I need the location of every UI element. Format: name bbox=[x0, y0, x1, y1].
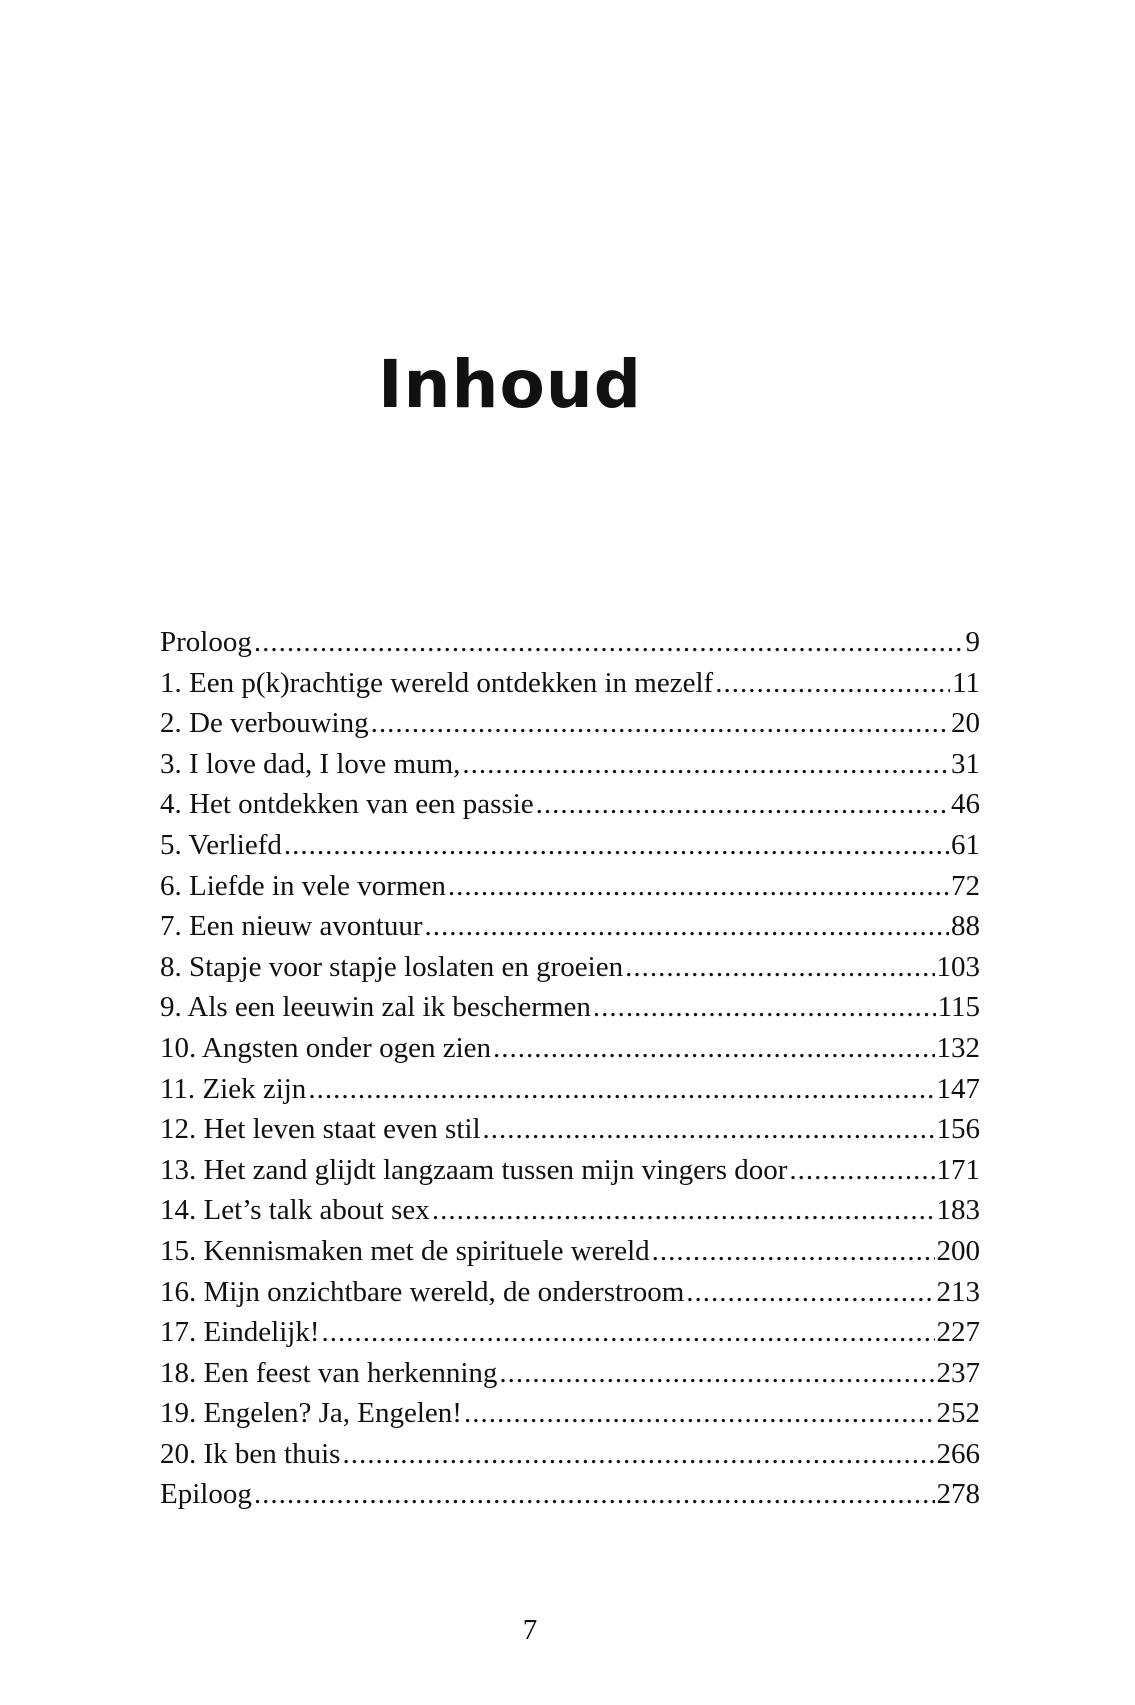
toc-entry-title: 9. Als een leeuwin zal ik beschermen bbox=[160, 991, 591, 1024]
toc-entry-page-number: 46 bbox=[951, 788, 980, 821]
toc-entry-page-number: 266 bbox=[936, 1437, 980, 1470]
dot-leader bbox=[448, 866, 949, 907]
toc-entry bbox=[160, 1312, 980, 1353]
toc-entry bbox=[160, 663, 980, 704]
dot-leader bbox=[499, 1353, 934, 1394]
toc-entry-title: 18. Een feest van herkenning bbox=[160, 1356, 498, 1389]
toc-entry-page-number: 11 bbox=[952, 666, 980, 699]
dot-leader bbox=[254, 1474, 935, 1515]
toc-entry-title: 4. Het ontdekken van een passie bbox=[160, 788, 534, 821]
toc-entry-title: 15. Kennismaken met de spirituele wereld bbox=[160, 1234, 650, 1267]
toc-entry bbox=[160, 784, 980, 825]
toc-entry-page-number: 88 bbox=[951, 910, 980, 943]
toc-entry-title: 3. I love dad, I love mum, bbox=[160, 747, 461, 780]
dot-leader bbox=[715, 663, 950, 704]
dot-leader bbox=[789, 1150, 934, 1191]
toc-entry-title: 1. Een p(k)rachtige wereld ontdekken in mezelf bbox=[160, 666, 714, 699]
toc-entry-title: 10. Angsten onder ogen zien bbox=[160, 1031, 492, 1064]
toc-entry-title: 16. Mijn onzichtbare wereld, de onderstroom bbox=[160, 1275, 685, 1308]
toc-entry-title: 12. Het leven staat even stil bbox=[160, 1113, 481, 1146]
toc-entry-title: 8. Stapje voor stapje loslaten en groeien bbox=[160, 950, 624, 983]
toc-entry-page-number: 252 bbox=[936, 1397, 980, 1430]
toc-entry-page-number: 237 bbox=[936, 1356, 980, 1389]
toc-entry-page-number: 183 bbox=[936, 1194, 980, 1227]
toc-entry bbox=[160, 1231, 980, 1272]
table-of-contents bbox=[160, 622, 980, 1515]
toc-entry-page-number: 227 bbox=[936, 1316, 980, 1349]
toc-entry-page-number: 20 bbox=[951, 707, 980, 740]
toc-entry-page-number: 9 bbox=[965, 626, 980, 658]
toc-entry-page-number: 61 bbox=[951, 828, 980, 861]
dot-leader bbox=[462, 744, 949, 785]
toc-entry-title: 2. De verbouwing bbox=[160, 707, 369, 740]
toc-entry-title: 11. Ziek zijn bbox=[160, 1072, 307, 1105]
toc-entry-title: 19. Engelen? Ja, Engelen! bbox=[160, 1397, 462, 1430]
dot-leader bbox=[321, 1312, 934, 1353]
toc-entry-title: Epiloog bbox=[160, 1478, 252, 1511]
toc-entry-page-number: 156 bbox=[936, 1113, 980, 1146]
toc-entry-page-number: 72 bbox=[951, 869, 980, 902]
toc-entry bbox=[160, 1028, 980, 1069]
dot-leader bbox=[652, 1231, 935, 1272]
toc-entry-title: 17. Eindelijk! bbox=[160, 1316, 320, 1349]
dot-leader bbox=[483, 1109, 935, 1150]
toc-entry bbox=[160, 906, 980, 947]
dot-leader bbox=[284, 825, 949, 866]
toc-entry bbox=[160, 1069, 980, 1110]
toc-entry-page-number: 115 bbox=[937, 991, 980, 1024]
dot-leader bbox=[432, 1190, 935, 1231]
dot-leader bbox=[342, 1434, 934, 1475]
dot-leader bbox=[254, 622, 964, 663]
toc-entry-page-number: 200 bbox=[936, 1234, 980, 1267]
toc-entry bbox=[160, 1353, 980, 1394]
toc-entry-title: 20. Ik ben thuis bbox=[160, 1437, 341, 1470]
dot-leader bbox=[464, 1393, 935, 1434]
toc-entry-title: 7. Een nieuw avontuur bbox=[160, 910, 423, 943]
toc-entry-title: 5. Verliefd bbox=[160, 828, 282, 861]
toc-entry-title: Proloog bbox=[160, 626, 252, 658]
toc-entry bbox=[160, 987, 980, 1028]
toc-entry bbox=[160, 1474, 980, 1515]
dot-leader bbox=[371, 703, 949, 744]
toc-entry bbox=[160, 1109, 980, 1150]
dot-leader bbox=[308, 1069, 934, 1110]
toc-entry bbox=[160, 1190, 980, 1231]
toc-entry-page-number: 171 bbox=[936, 1153, 980, 1186]
toc-entry bbox=[160, 622, 980, 663]
toc-entry-page-number: 103 bbox=[936, 950, 980, 983]
toc-entry bbox=[160, 947, 980, 988]
toc-entry-page-number: 132 bbox=[936, 1031, 980, 1064]
toc-entry bbox=[160, 703, 980, 744]
dot-leader bbox=[625, 947, 934, 988]
toc-entry bbox=[160, 866, 980, 907]
toc-entry-page-number: 213 bbox=[936, 1275, 980, 1308]
toc-entry-page-number: 31 bbox=[951, 747, 980, 780]
dot-leader bbox=[493, 1028, 934, 1069]
dot-leader bbox=[536, 784, 949, 825]
toc-entry-title: 6. Liefde in vele vormen bbox=[160, 869, 446, 902]
toc-entry bbox=[160, 1272, 980, 1313]
dot-leader bbox=[686, 1272, 934, 1313]
toc-entry-page-number: 278 bbox=[936, 1478, 980, 1511]
page-number: 7 bbox=[522, 1614, 538, 1646]
dot-leader bbox=[425, 906, 949, 947]
toc-entry-title: 14. Let’s talk about sex bbox=[160, 1194, 430, 1227]
dot-leader bbox=[593, 987, 936, 1028]
toc-entry bbox=[160, 744, 980, 785]
toc-entry-page-number: 147 bbox=[936, 1072, 980, 1105]
toc-entry bbox=[160, 1434, 980, 1475]
page-title: Inhoud bbox=[377, 346, 643, 423]
toc-entry bbox=[160, 1150, 980, 1191]
toc-entry bbox=[160, 825, 980, 866]
toc-entry-title: 13. Het zand glijdt langzaam tussen mijn vingers door bbox=[160, 1153, 788, 1186]
toc-entry bbox=[160, 1393, 980, 1434]
